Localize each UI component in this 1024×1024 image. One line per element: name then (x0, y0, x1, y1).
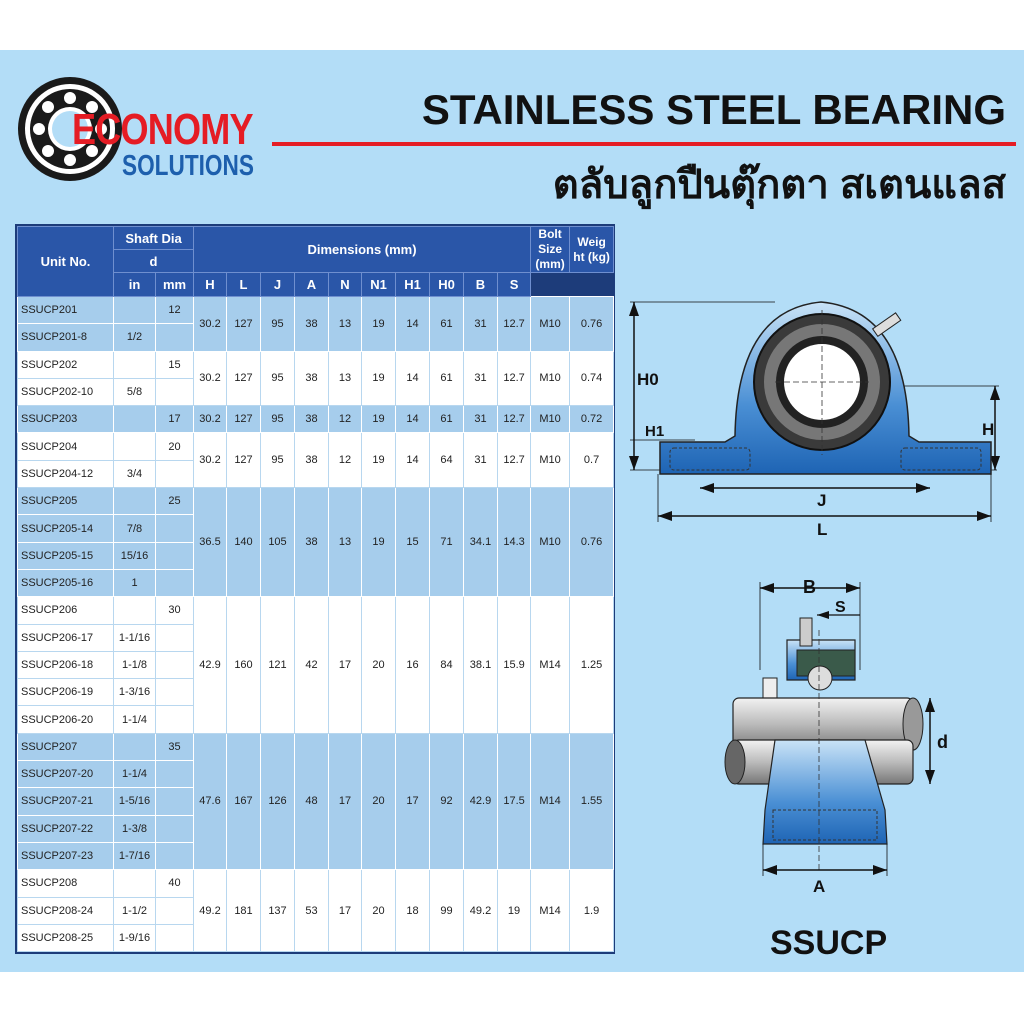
dim-cell-b: 31 (464, 406, 498, 433)
shaft-in-cell: 1-1/4 (114, 761, 156, 788)
dim-cell-s: 12.7 (498, 433, 531, 488)
dim-cell-h0: 84 (430, 597, 464, 733)
dim-cell-s: 15.9 (498, 597, 531, 733)
unit-no-cell: SSUCP201-8 (18, 324, 114, 351)
dim-cell-b: 42.9 (464, 733, 498, 869)
unit-no-cell: SSUCP205-14 (18, 515, 114, 542)
shaft-in-cell (114, 351, 156, 378)
brand-logo (14, 73, 274, 193)
shaft-mm-cell (156, 542, 194, 569)
dim-cell-j: 105 (261, 488, 295, 597)
dim-cell-s: 17.5 (498, 733, 531, 869)
bolt-size-cell: M14 (531, 733, 570, 869)
dim-cell-h1: 16 (396, 597, 430, 733)
header-dim-a: A (295, 273, 329, 297)
dim-cell-b: 31 (464, 433, 498, 488)
bolt-size-cell: M10 (531, 406, 570, 433)
shaft-mm-cell (156, 515, 194, 542)
shaft-in-cell: 1-5/16 (114, 788, 156, 815)
shaft-in-cell: 1-1/8 (114, 651, 156, 678)
dim-cell-j: 95 (261, 406, 295, 433)
header-dim-l: L (227, 273, 261, 297)
label-a: A (813, 877, 826, 896)
dim-cell-j: 121 (261, 597, 295, 733)
unit-no-cell: SSUCP207-21 (18, 788, 114, 815)
shaft-mm-cell (156, 815, 194, 842)
shaft-in-cell (114, 870, 156, 897)
table-row (18, 297, 614, 324)
dim-cell-n1: 20 (362, 597, 396, 733)
dim-cell-a: 42 (295, 597, 329, 733)
unit-no-cell: SSUCP202-10 (18, 378, 114, 405)
dim-cell-h1: 14 (396, 406, 430, 433)
dim-cell-a: 38 (295, 297, 329, 352)
shaft-mm-cell (156, 651, 194, 678)
dim-cell-s: 19 (498, 870, 531, 952)
dim-cell-a: 53 (295, 870, 329, 952)
bolt-size-cell: M14 (531, 870, 570, 952)
shaft-in-cell (114, 406, 156, 433)
shaft-mm-cell (156, 569, 194, 596)
dim-cell-a: 38 (295, 351, 329, 406)
shaft-mm-cell (156, 761, 194, 788)
label-h: H (982, 420, 995, 439)
dim-cell-s: 12.7 (498, 297, 531, 352)
spec-table (17, 226, 614, 952)
brand-name-bottom: SOLUTIONS (122, 150, 254, 182)
page-title-thai: ตลับลูกปืนตุ๊กตา สเตนแลส (552, 163, 1006, 207)
table-row (18, 870, 614, 897)
shaft-in-cell: 1-7/16 (114, 842, 156, 869)
label-b: B (803, 577, 816, 597)
shaft-mm-cell (156, 679, 194, 706)
shaft-mm-cell: 40 (156, 870, 194, 897)
unit-no-cell: SSUCP205-15 (18, 542, 114, 569)
shaft-mm-cell: 30 (156, 597, 194, 624)
unit-no-cell: SSUCP206-20 (18, 706, 114, 733)
dim-cell-j: 95 (261, 433, 295, 488)
dim-cell-l: 127 (227, 351, 261, 406)
dim-cell-j: 95 (261, 297, 295, 352)
dim-cell-j: 95 (261, 351, 295, 406)
dim-cell-n: 12 (329, 406, 362, 433)
header-dim-j: J (261, 273, 295, 297)
dim-cell-b: 31 (464, 297, 498, 352)
shaft-mm-cell: 12 (156, 297, 194, 324)
dim-cell-a: 38 (295, 488, 329, 597)
unit-no-cell: SSUCP207-23 (18, 842, 114, 869)
page-title-english: STAINLESS STEEL BEARING (421, 86, 1006, 133)
shaft-mm-cell: 35 (156, 733, 194, 760)
shaft-mm-cell (156, 788, 194, 815)
dim-cell-h0: 99 (430, 870, 464, 952)
unit-no-cell: SSUCP202 (18, 351, 114, 378)
shaft-in-cell: 1-1/4 (114, 706, 156, 733)
label-h0: H0 (637, 370, 659, 389)
dim-cell-n: 13 (329, 297, 362, 352)
dim-cell-h0: 61 (430, 297, 464, 352)
bolt-size-cell: M10 (531, 297, 570, 352)
dim-cell-s: 14.3 (498, 488, 531, 597)
header-dim-h: H (194, 273, 227, 297)
label-l: L (817, 520, 828, 539)
unit-no-cell: SSUCP204 (18, 433, 114, 460)
dim-cell-h: 49.2 (194, 870, 227, 952)
dim-cell-h1: 14 (396, 351, 430, 406)
dim-cell-h0: 61 (430, 351, 464, 406)
dim-cell-n: 17 (329, 733, 362, 869)
unit-no-cell: SSUCP205 (18, 488, 114, 515)
shaft-in-cell: 1-3/16 (114, 679, 156, 706)
shaft-mm-cell: 17 (156, 406, 194, 433)
shaft-in-cell: 1/2 (114, 324, 156, 351)
dim-cell-h: 30.2 (194, 433, 227, 488)
dim-cell-n1: 19 (362, 406, 396, 433)
dim-cell-n1: 20 (362, 733, 396, 869)
header-dimensions: Dimensions (mm) (194, 227, 531, 273)
dim-cell-h: 36.5 (194, 488, 227, 597)
dim-cell-n: 12 (329, 433, 362, 488)
weight-cell: 0.74 (570, 351, 614, 406)
shaft-in-cell: 1-3/8 (114, 815, 156, 842)
dim-cell-b: 38.1 (464, 597, 498, 733)
header-unit-no: Unit No. (18, 227, 114, 297)
header-dim-h1: H1 (396, 273, 430, 297)
table-row (18, 597, 614, 624)
unit-no-cell: SSUCP207-22 (18, 815, 114, 842)
shaft-in-cell: 1-1/16 (114, 624, 156, 651)
shaft-mm-cell (156, 924, 194, 951)
dim-cell-s: 12.7 (498, 406, 531, 433)
spec-table-container (15, 224, 615, 954)
table-row (18, 488, 614, 515)
dim-cell-h: 30.2 (194, 297, 227, 352)
shaft-in-cell (114, 733, 156, 760)
dim-cell-j: 137 (261, 870, 295, 952)
weight-cell: 0.76 (570, 488, 614, 597)
table-row (18, 406, 614, 433)
weight-cell: 0.72 (570, 406, 614, 433)
header-weight: Weig ht (kg) (570, 227, 614, 273)
dim-cell-l: 167 (227, 733, 261, 869)
dim-cell-h: 42.9 (194, 597, 227, 733)
table-row (18, 733, 614, 760)
unit-no-cell: SSUCP206-19 (18, 679, 114, 706)
label-j: J (817, 491, 827, 510)
dim-cell-l: 160 (227, 597, 261, 733)
dim-cell-l: 140 (227, 488, 261, 597)
shaft-in-cell: 15/16 (114, 542, 156, 569)
shaft-in-cell (114, 297, 156, 324)
dim-cell-b: 34.1 (464, 488, 498, 597)
dim-cell-h0: 71 (430, 488, 464, 597)
dim-cell-b: 49.2 (464, 870, 498, 952)
shaft-mm-cell (156, 378, 194, 405)
dim-cell-a: 38 (295, 406, 329, 433)
shaft-mm-cell (156, 842, 194, 869)
dim-cell-h1: 14 (396, 297, 430, 352)
unit-no-cell: SSUCP203 (18, 406, 114, 433)
header-dim-h0: H0 (430, 273, 464, 297)
dim-cell-l: 127 (227, 297, 261, 352)
shaft-in-cell (114, 433, 156, 460)
dim-cell-h1: 18 (396, 870, 430, 952)
dim-cell-h: 47.6 (194, 733, 227, 869)
dim-cell-a: 48 (295, 733, 329, 869)
dim-cell-h1: 14 (396, 433, 430, 488)
dim-cell-n: 13 (329, 488, 362, 597)
bolt-size-cell: M10 (531, 351, 570, 406)
dim-cell-h1: 15 (396, 488, 430, 597)
shaft-mm-cell (156, 460, 194, 487)
table-row (18, 433, 614, 460)
table-row (18, 351, 614, 378)
shaft-in-cell: 5/8 (114, 378, 156, 405)
header-dim-s: S (498, 273, 531, 297)
dim-cell-j: 126 (261, 733, 295, 869)
dim-cell-n: 17 (329, 870, 362, 952)
dim-cell-n1: 20 (362, 870, 396, 952)
unit-no-cell: SSUCP208-24 (18, 897, 114, 924)
unit-no-cell: SSUCP206-17 (18, 624, 114, 651)
dim-cell-h0: 64 (430, 433, 464, 488)
dim-cell-n: 13 (329, 351, 362, 406)
shaft-in-cell: 1-9/16 (114, 924, 156, 951)
header-dim-n1: N1 (362, 273, 396, 297)
shaft-mm-cell (156, 624, 194, 651)
shaft-mm-cell (156, 324, 194, 351)
label-h1: H1 (645, 423, 665, 440)
side-view-drawing (715, 570, 955, 900)
unit-no-cell: SSUCP205-16 (18, 569, 114, 596)
dim-cell-h0: 61 (430, 406, 464, 433)
label-d: d (937, 732, 948, 752)
dim-cell-n1: 19 (362, 488, 396, 597)
bolt-size-cell: M14 (531, 597, 570, 733)
header-in: in (114, 273, 156, 297)
dim-cell-n1: 19 (362, 297, 396, 352)
shaft-mm-cell (156, 897, 194, 924)
unit-no-cell: SSUCP204-12 (18, 460, 114, 487)
header-shaft-dia: Shaft Dia (114, 227, 194, 250)
dim-cell-l: 127 (227, 406, 261, 433)
header-dim-b: B (464, 273, 498, 297)
dim-cell-n1: 19 (362, 433, 396, 488)
dim-cell-h: 30.2 (194, 406, 227, 433)
shaft-mm-cell: 25 (156, 488, 194, 515)
unit-no-cell: SSUCP208-25 (18, 924, 114, 951)
unit-no-cell: SSUCP206 (18, 597, 114, 624)
header-shaft-d: d (114, 250, 194, 273)
dim-cell-n1: 19 (362, 351, 396, 406)
shaft-mm-cell (156, 706, 194, 733)
label-s: S (835, 599, 846, 616)
unit-no-cell: SSUCP201 (18, 297, 114, 324)
shaft-in-cell: 1 (114, 569, 156, 596)
weight-cell: 1.55 (570, 733, 614, 869)
unit-no-cell: SSUCP208 (18, 870, 114, 897)
dim-cell-s: 12.7 (498, 351, 531, 406)
weight-cell: 0.7 (570, 433, 614, 488)
model-label: SSUCP (770, 924, 888, 962)
header-divider (272, 142, 1016, 146)
unit-no-cell: SSUCP207-20 (18, 761, 114, 788)
shaft-in-cell (114, 488, 156, 515)
weight-cell: 0.76 (570, 297, 614, 352)
dim-cell-h1: 17 (396, 733, 430, 869)
front-view-drawing (625, 290, 1005, 550)
unit-no-cell: SSUCP206-18 (18, 651, 114, 678)
bolt-size-cell: M10 (531, 488, 570, 597)
header-bolt-size: Bolt Size (mm) (531, 227, 570, 273)
dim-cell-h: 30.2 (194, 351, 227, 406)
shaft-mm-cell: 15 (156, 351, 194, 378)
dim-cell-h0: 92 (430, 733, 464, 869)
dim-cell-l: 127 (227, 433, 261, 488)
dim-cell-a: 38 (295, 433, 329, 488)
header-dim-n: N (329, 273, 362, 297)
unit-no-cell: SSUCP207 (18, 733, 114, 760)
shaft-in-cell: 7/8 (114, 515, 156, 542)
dim-cell-l: 181 (227, 870, 261, 952)
brand-name-top: ECONOMY (72, 105, 253, 154)
shaft-in-cell: 3/4 (114, 460, 156, 487)
shaft-mm-cell: 20 (156, 433, 194, 460)
dim-cell-n: 17 (329, 597, 362, 733)
shaft-in-cell: 1-1/2 (114, 897, 156, 924)
header-mm: mm (156, 273, 194, 297)
weight-cell: 1.25 (570, 597, 614, 733)
shaft-in-cell (114, 597, 156, 624)
bolt-size-cell: M10 (531, 433, 570, 488)
weight-cell: 1.9 (570, 870, 614, 952)
dim-cell-b: 31 (464, 351, 498, 406)
